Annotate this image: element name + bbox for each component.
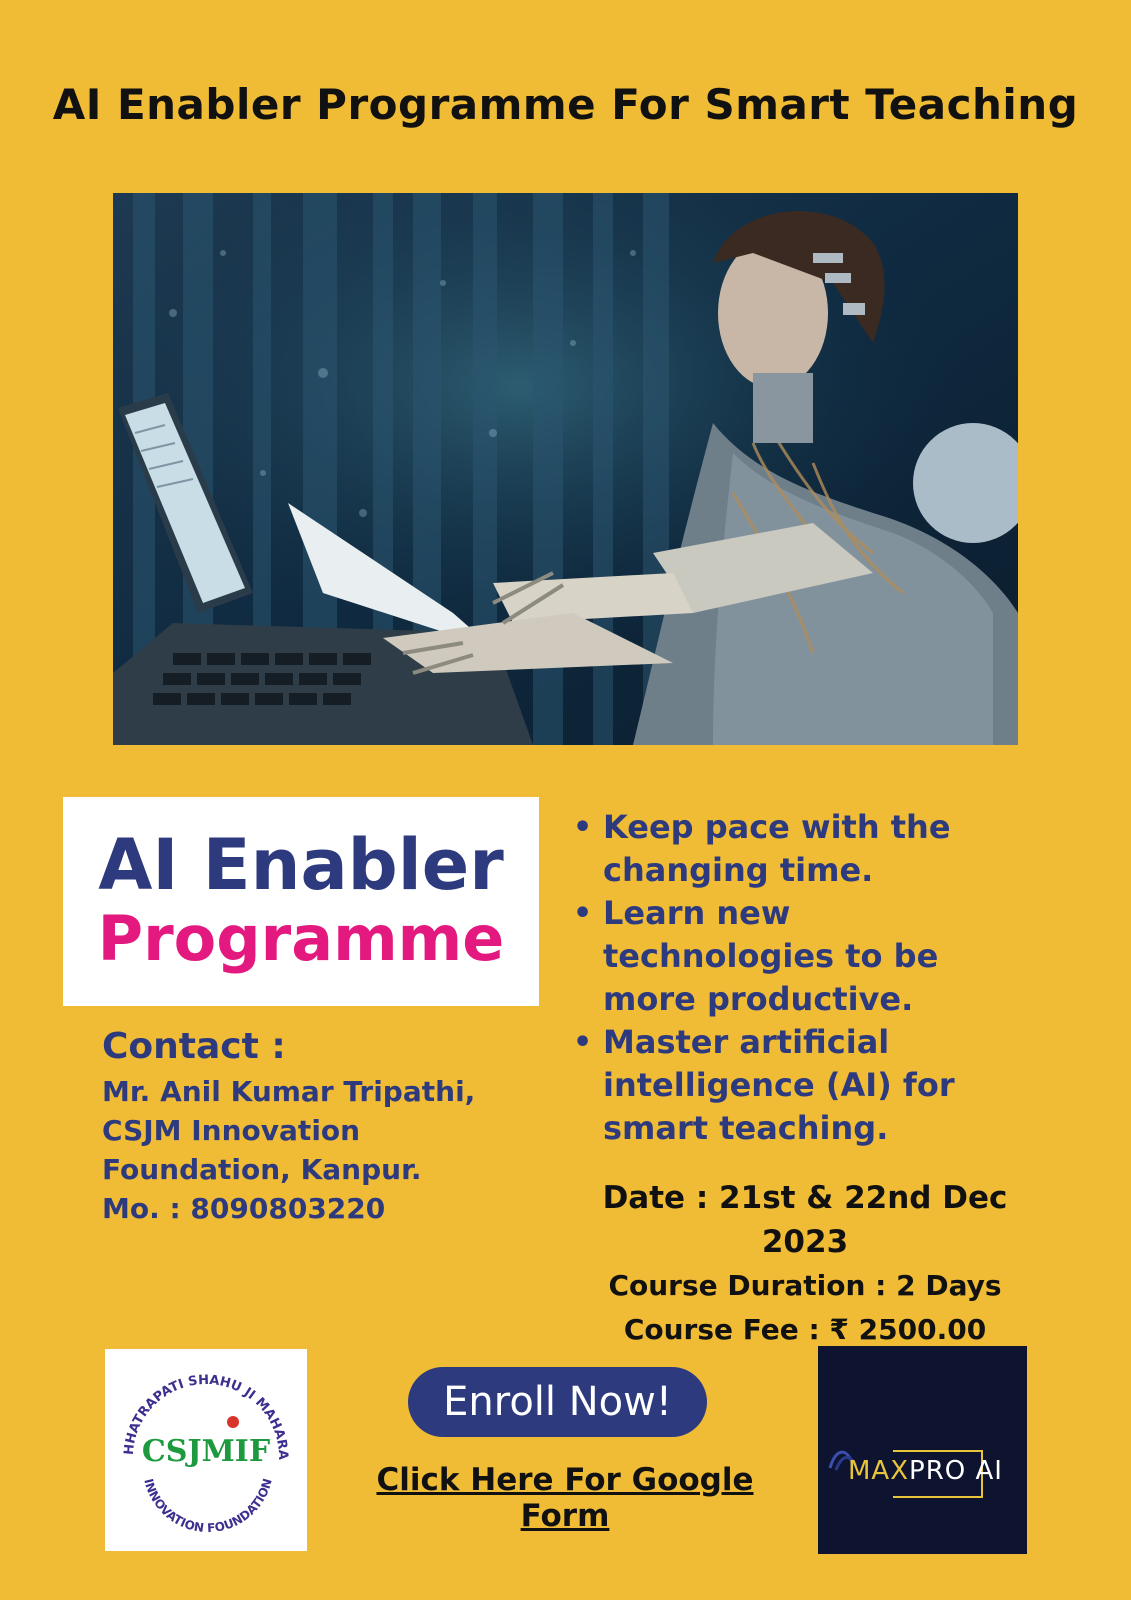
logo-max: MAX bbox=[848, 1456, 910, 1486]
benefits-list bbox=[567, 806, 1037, 1150]
course-duration: Course Duration : 2 Days bbox=[608, 1269, 1002, 1302]
csjmif-seal-icon bbox=[105, 1349, 307, 1551]
benefit-line: changing time. bbox=[603, 851, 874, 889]
bullet-icon: • bbox=[573, 896, 593, 931]
benefit-line: technologies to be bbox=[603, 937, 939, 975]
benefit-line: Master artificial bbox=[603, 1023, 890, 1061]
programme-title-line2: Programme bbox=[97, 902, 505, 975]
bullet-icon: • bbox=[573, 810, 593, 845]
bullet-icon: • bbox=[573, 1025, 593, 1060]
benefit-line: Learn new bbox=[603, 894, 791, 932]
contact-heading: Contact : bbox=[102, 1026, 286, 1067]
benefit-item bbox=[567, 892, 1037, 1021]
robot-illustration bbox=[113, 193, 1018, 745]
csjmif-logo bbox=[105, 1349, 307, 1551]
logo-arc-top: HHATRAPATI SHAHU JI MAHARA bbox=[121, 1372, 291, 1461]
page-title: AI Enabler Programme For Smart Teaching bbox=[52, 80, 1079, 129]
course-fee: Course Fee : ₹ 2500.00 bbox=[623, 1313, 987, 1346]
benefit-line: Keep pace with the bbox=[603, 808, 951, 846]
contact-phone: Mo. : 8090803220 bbox=[102, 1192, 386, 1225]
logo-pro: PRO AI bbox=[909, 1456, 1003, 1486]
logo-arc-bottom: INNOVATION FOUNDATION bbox=[141, 1476, 275, 1536]
benefit-line: more productive. bbox=[603, 980, 914, 1018]
logo-center-text: CSJMIF bbox=[141, 1434, 271, 1469]
programme-title-box bbox=[63, 797, 539, 1006]
benefit-line: smart teaching. bbox=[603, 1109, 889, 1147]
benefit-item bbox=[567, 806, 1037, 892]
course-info bbox=[560, 1176, 1050, 1352]
maxpro-ai-logo bbox=[818, 1346, 1027, 1554]
contact-location: Foundation, Kanpur. bbox=[102, 1153, 422, 1186]
hero-image bbox=[113, 193, 1018, 745]
google-form-link[interactable]: Click Here For Google Form bbox=[376, 1462, 754, 1534]
benefit-item bbox=[567, 1021, 1037, 1150]
logo-wordmark bbox=[848, 1456, 1003, 1486]
course-date: Date : 21st & 22nd Dec 2023 bbox=[602, 1180, 1008, 1260]
benefit-line: intelligence (AI) for bbox=[603, 1066, 955, 1104]
enroll-now-button[interactable]: Enroll Now! bbox=[408, 1367, 707, 1437]
contact-name: Mr. Anil Kumar Tripathi, bbox=[102, 1075, 476, 1108]
programme-title-line1: AI Enabler bbox=[98, 824, 504, 906]
svg-text:INNOVATION FOUNDATION bbox=[141, 1477, 274, 1535]
contact-details bbox=[102, 1072, 532, 1228]
contact-org: CSJM Innovation bbox=[102, 1114, 361, 1147]
